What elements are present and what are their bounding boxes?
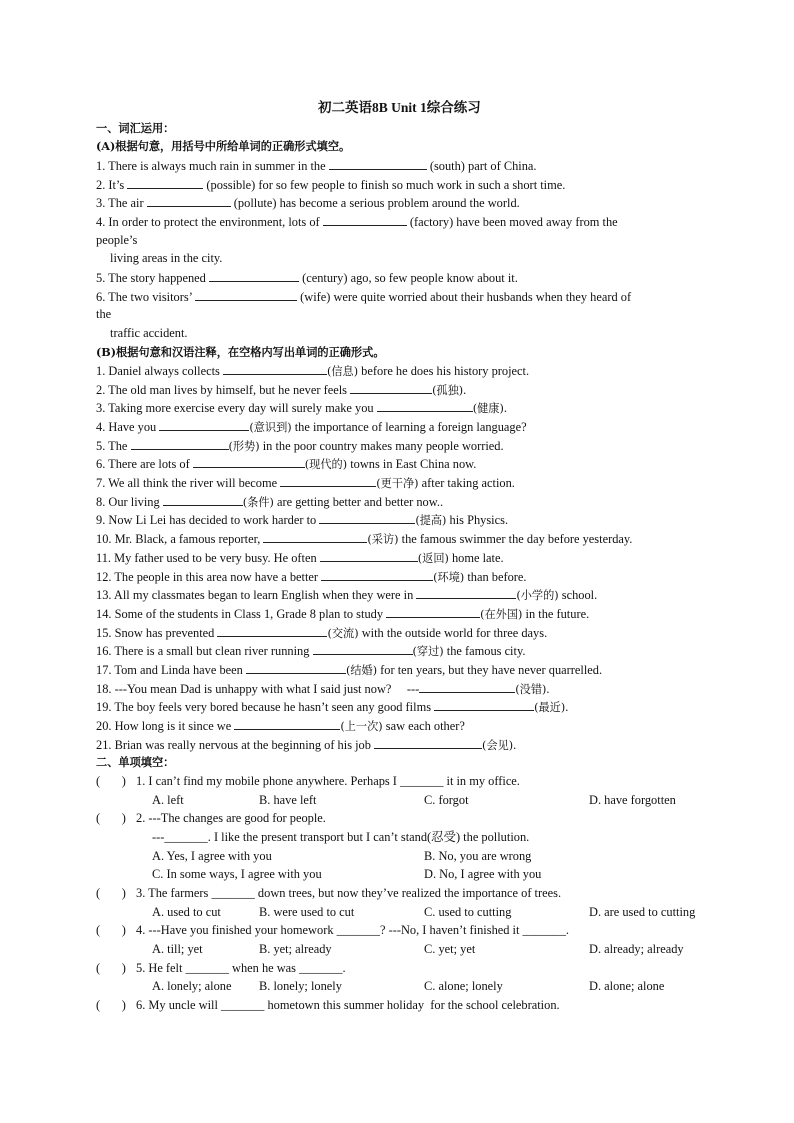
mc-option[interactable]: A. Yes, I agree with you	[152, 849, 272, 863]
mc-question-6: 6. My uncle will _______ hometown this summer holiday for the school celebration.	[136, 998, 560, 1012]
part-b-item-3: 3. Taking more exercise every day will surely make you (健康).	[96, 401, 507, 415]
answer-blank[interactable]	[223, 363, 327, 375]
part-b-item-4: 4. Have you (意识到) the importance of learning a foreign language?	[96, 420, 527, 434]
answer-blank[interactable]	[350, 382, 432, 394]
mc-question-2: 2. ---The changes are good for people.	[136, 811, 326, 825]
mc-option[interactable]: A. lonely; alone	[152, 979, 232, 993]
answer-blank[interactable]	[195, 289, 297, 301]
answer-blank[interactable]	[377, 400, 473, 412]
part-b-item-7: 7. We all think the river will become (更干净) after taking action.	[96, 476, 515, 490]
part-b-item-19: 19. The boy feels very bored because he hasn’t seen any good films (最近).	[96, 700, 569, 714]
mc-option[interactable]: D. No, I agree with you	[424, 867, 542, 881]
part-b-item-12: 12. The people in this area now have a better (环境) than before.	[96, 570, 527, 584]
mc-option[interactable]: C. forgot	[424, 793, 469, 807]
part-a-item-6-cont2: traffic accident.	[110, 326, 188, 340]
part-b-item-11: 11. My father used to be very busy. He often (返回) home late.	[96, 551, 504, 565]
part-b-item-9: 9. Now Li Lei has decided to work harder to (提高) his Physics.	[96, 513, 509, 527]
part-a-item-1: 1. There is always much rain in summer in the (south) part of China.	[96, 159, 537, 173]
part-b-item-2: 2. The old man lives by himself, but he never feels (孤独).	[96, 383, 467, 397]
part-a-item-5: 5. The story happened (century) ago, so few people know about it.	[96, 271, 518, 285]
part-a-item-3: 3. The air (pollute) has become a serious problem around the world.	[96, 196, 520, 210]
answer-blank[interactable]	[321, 569, 433, 581]
answer-blank[interactable]	[263, 531, 367, 543]
answer-bracket[interactable]: ( )	[96, 886, 126, 900]
answer-blank[interactable]	[193, 456, 305, 468]
part-b-item-10: 10. Mr. Black, a famous reporter, (采访) the famous swimmer the day before yesterday.	[96, 532, 633, 546]
answer-blank[interactable]	[209, 270, 299, 282]
mc-question-2-line2: ---_______. I like the present transport but I can’t stand(忍受) the pollution.	[152, 830, 530, 844]
part-b-item-21: 21. Brian was really nervous at the beginning of his job (会见).	[96, 738, 517, 752]
answer-bracket[interactable]: ( )	[96, 811, 126, 825]
answer-blank[interactable]	[374, 737, 482, 749]
answer-blank[interactable]	[323, 214, 407, 226]
answer-bracket[interactable]: ( )	[96, 961, 126, 975]
mc-option[interactable]: A. till; yet	[152, 942, 203, 956]
answer-blank[interactable]	[416, 587, 516, 599]
mc-option[interactable]: B. lonely; lonely	[259, 979, 342, 993]
part-b-item-20: 20. How long is it since we (上一次) saw each other?	[96, 719, 465, 733]
mc-option[interactable]: B. yet; already	[259, 942, 332, 956]
part-b-item-17: 17. Tom and Linda have been (结婚) for ten years, but they have never quarrelled.	[96, 663, 603, 677]
answer-blank[interactable]	[320, 550, 418, 562]
answer-bracket[interactable]: ( )	[96, 998, 126, 1012]
mc-option[interactable]: B. have left	[259, 793, 317, 807]
answer-blank[interactable]	[329, 158, 427, 170]
mc-option[interactable]: D. already; already	[589, 942, 684, 956]
mc-option[interactable]: C. In some ways, I agree with you	[152, 867, 322, 881]
part-a-heading: (A)根据句意，用括号中所给单词的正确形式填空。	[96, 139, 351, 153]
part-a-item-4-cont1: people’s	[96, 233, 138, 247]
answer-blank[interactable]	[131, 438, 229, 450]
mc-option[interactable]: A. left	[152, 793, 184, 807]
answer-blank[interactable]	[246, 662, 346, 674]
mc-question-1: 1. I can’t find my mobile phone anywhere. Perhaps I _______ it in my office.	[136, 774, 520, 788]
answer-blank[interactable]	[217, 625, 327, 637]
part-b-item-15: 15. Snow has prevented (交流) with the outside world for three days.	[96, 626, 548, 640]
section-2-heading: 二、单项填空：	[96, 755, 175, 769]
mc-question-4: 4. ---Have you finished your homework _______? ---No, I haven’t finished it _______.	[136, 923, 570, 937]
mc-question-5: 5. He felt _______ when he was _______.	[136, 961, 346, 975]
answer-blank[interactable]	[319, 512, 415, 524]
mc-option[interactable]: D. have forgotten	[589, 793, 676, 807]
part-b-item-14: 14. Some of the students in Class 1, Grade 8 plan to study (在外国) in the future.	[96, 607, 590, 621]
part-b-item-5: 5. The (形势) in the poor country makes many people worried.	[96, 439, 504, 453]
mc-option[interactable]: C. used to cutting	[424, 905, 512, 919]
answer-blank[interactable]	[313, 643, 413, 655]
part-b-item-6: 6. There are lots of (现代的) towns in East China now.	[96, 457, 477, 471]
part-a-item-4: 4. In order to protect the environment, lots of (factory) have been moved away from the	[96, 215, 618, 229]
mc-option[interactable]: B. No, you are wrong	[424, 849, 532, 863]
answer-blank[interactable]	[147, 195, 231, 207]
answer-bracket[interactable]: ( )	[96, 774, 126, 788]
part-a-item-6-cont1: the	[96, 307, 112, 321]
answer-blank[interactable]	[163, 494, 243, 506]
mc-question-3: 3. The farmers _______ down trees, but now they’ve realized the importance of trees.	[136, 886, 562, 900]
answer-blank[interactable]	[419, 681, 515, 693]
mc-option[interactable]: B. were used to cut	[259, 905, 355, 919]
part-b-heading: (B)根据句意和汉语注释，在空格内写出单词的正确形式。	[96, 345, 385, 359]
mc-option[interactable]: A. used to cut	[152, 905, 221, 919]
answer-blank[interactable]	[127, 177, 203, 189]
part-b-item-18: 18. ---You mean Dad is unhappy with what I said just now? --- (没错).	[96, 682, 550, 696]
answer-blank[interactable]	[234, 718, 340, 730]
part-a-item-6: 6. The two visitors’ (wife) were quite worried about their husbands when they heard of	[96, 290, 632, 304]
mc-option[interactable]: D. are used to cutting	[589, 905, 696, 919]
page-title: 初二英语8B Unit 1综合练习	[318, 100, 481, 115]
answer-blank[interactable]	[434, 699, 534, 711]
mc-option[interactable]: D. alone; alone	[589, 979, 665, 993]
part-b-item-1: 1. Daniel always collects (信息) before he does his history project.	[96, 364, 530, 378]
part-b-item-16: 16. There is a small but clean river running (穿过) the famous city.	[96, 644, 526, 658]
answer-blank[interactable]	[159, 419, 249, 431]
part-b-item-8: 8. Our living (条件) are getting better and better now..	[96, 495, 444, 509]
section-1-heading: 一、词汇运用：	[96, 121, 175, 135]
part-b-item-13: 13. All my classmates began to learn English when they were in (小学的) school.	[96, 588, 598, 602]
answer-bracket[interactable]: ( )	[96, 923, 126, 937]
answer-blank[interactable]	[280, 475, 376, 487]
mc-option[interactable]: C. alone; lonely	[424, 979, 503, 993]
part-a-item-2: 2. It’s (possible) for so few people to finish so much work in such a short time.	[96, 178, 566, 192]
answer-blank[interactable]	[386, 606, 480, 618]
mc-option[interactable]: C. yet; yet	[424, 942, 476, 956]
part-a-item-4-cont2: living areas in the city.	[110, 251, 223, 265]
